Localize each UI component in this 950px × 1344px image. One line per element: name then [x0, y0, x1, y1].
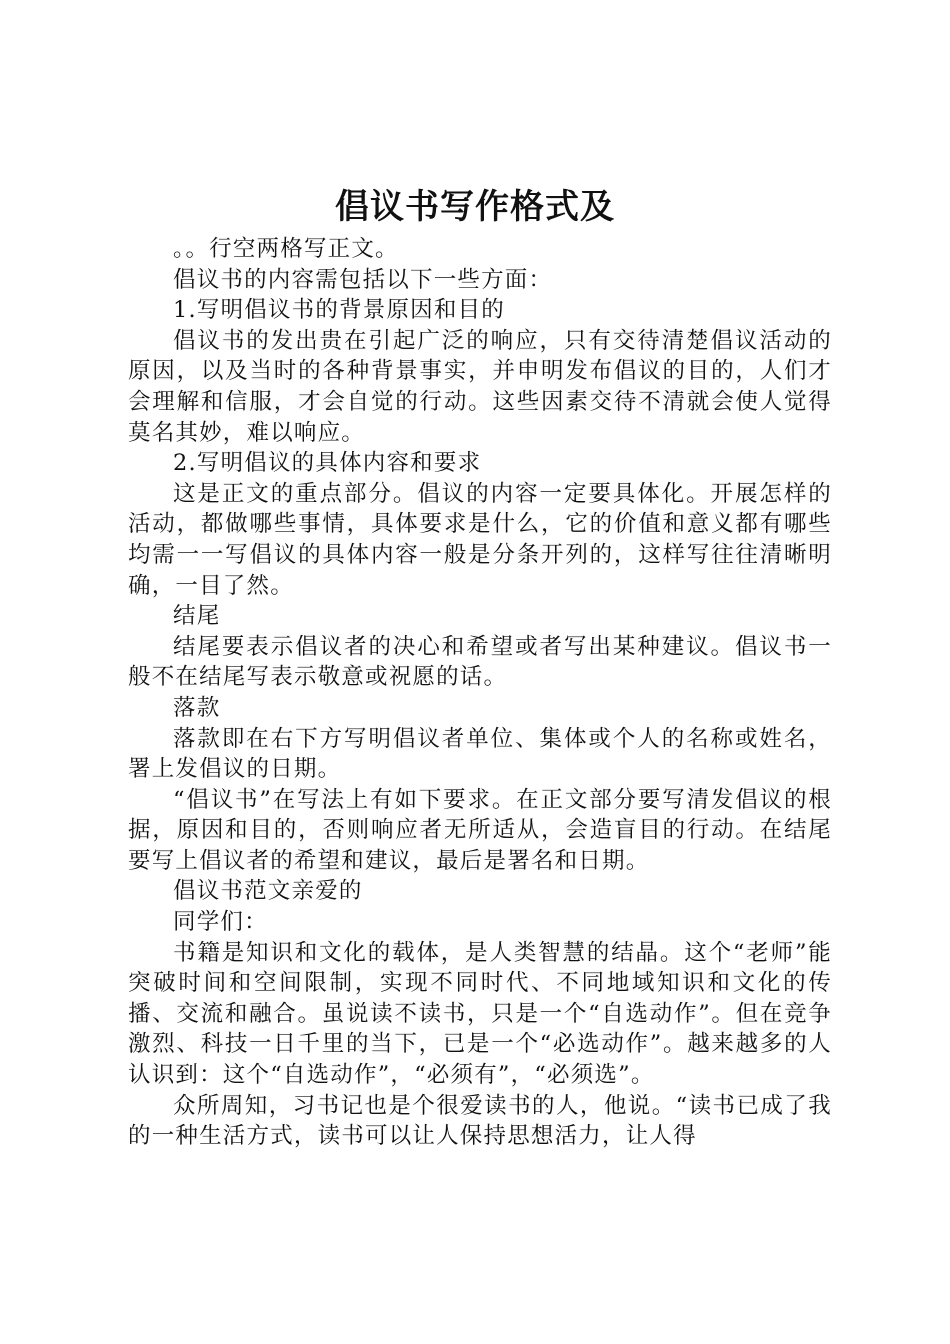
- paragraph: 结尾要表示倡议者的决心和希望或者写出某种建议。倡议书一般不在结尾写表示敬意或祝愿的话。: [128, 633, 832, 691]
- paragraph: 这是正文的重点部分。倡议的内容一定要具体化。开展怎样的活动，都做哪些事情，具体要求是什么，它的价值和意义都有哪些均需一一写倡议的具体内容一般是分条开列的，这样写往往清晰明确，一目了然。: [128, 480, 832, 599]
- paragraph: “倡议书”在写法上有如下要求。在正文部分要写清发倡议的根据，原因和目的，否则响应者无所适从，会造盲目的行动。在结尾要写上倡议者的希望和建议，最后是署名和日期。: [128, 786, 832, 874]
- paragraph: 书籍是知识和文化的载体，是人类智慧的结晶。这个“老师”能突破时间和空间限制，实现不同时代、不同地域知识和文化的传播、交流和融合。虽说读不读书，只是一个“自选动作”。但在竞争激烈、科技一日千里的当下，已是一个“必选动作”。越来越多的人认识到：这个“自选动作”，“必须有”，“必须选”。: [128, 939, 832, 1089]
- section-heading: 1.写明倡议书的背景原因和目的: [173, 297, 505, 324]
- document-body: [128, 234, 832, 1152]
- paragraph: 倡议书的内容需包括以下一些方面：: [173, 266, 553, 293]
- paragraph: 倡议书范文亲爱的: [173, 878, 363, 905]
- paragraph: 倡议书的发出贵在引起广泛的响应，只有交待清楚倡议活动的原因，以及当时的各种背景事实，并申明发布倡议的目的，人们才会理解和信服，才会自觉的行动。这些因素交待不清就会使人觉得莫名其妙，难以响应。: [128, 327, 832, 446]
- paragraph: 。。行空两格写正文。: [173, 236, 399, 262]
- section-heading: 2.写明倡议的具体内容和要求: [173, 450, 482, 477]
- document-title: 倡议书写作格式及: [335, 187, 615, 227]
- section-heading: 落款: [173, 694, 221, 721]
- paragraph: 众所周知，习书记也是个很爱读书的人，他说。“读书已成了我的一种生活方式，读书可以让人保持思想活力，让人得: [128, 1092, 832, 1150]
- salutation: 同学们：: [173, 909, 268, 936]
- paragraph: 落款即在右下方写明倡议者单位、集体或个人的名称或姓名，署上发倡议的日期。: [128, 725, 832, 783]
- section-heading: 结尾: [173, 603, 221, 630]
